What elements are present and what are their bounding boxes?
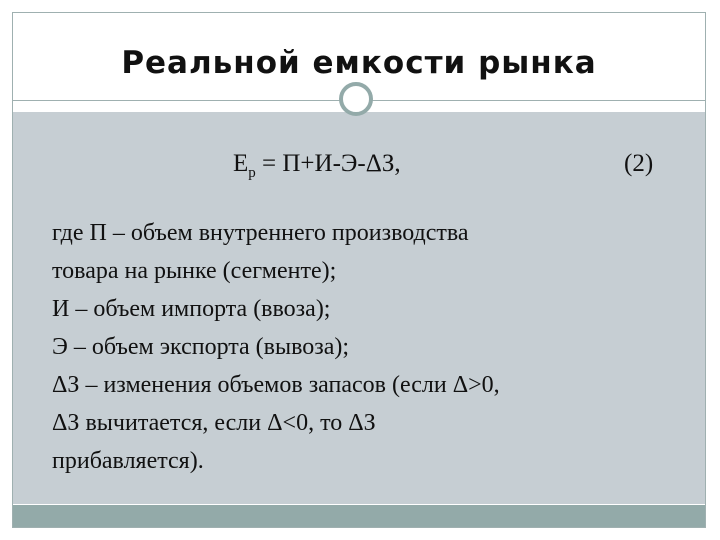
- footer-bar: [13, 505, 705, 527]
- circle-ornament: [339, 82, 373, 116]
- formula-subscript: р: [248, 165, 256, 181]
- text-line: товара на рынке (сегменте);: [52, 258, 337, 284]
- formula-number: (2): [624, 150, 654, 177]
- text-line: Э – объем экспорта (вывоза);: [52, 334, 350, 360]
- slide-title: Реальной емкости рынка: [121, 45, 597, 81]
- definitions-text: [52, 214, 692, 480]
- text-line: И – объем импорта (ввоза);: [52, 296, 331, 322]
- text-line: где П – объем внутреннего производства: [52, 220, 469, 246]
- text-line: ΔЗ – изменения объемов запасов (если Δ>0,: [52, 372, 500, 398]
- formula: [233, 150, 401, 182]
- text-line: ΔЗ вычитается, если Δ<0, то ΔЗ: [52, 410, 376, 436]
- formula-rhs: = П+И-Э-ΔЗ,: [255, 150, 401, 177]
- formula-symbol: Е: [233, 150, 249, 177]
- text-line: прибавляется).: [52, 448, 204, 474]
